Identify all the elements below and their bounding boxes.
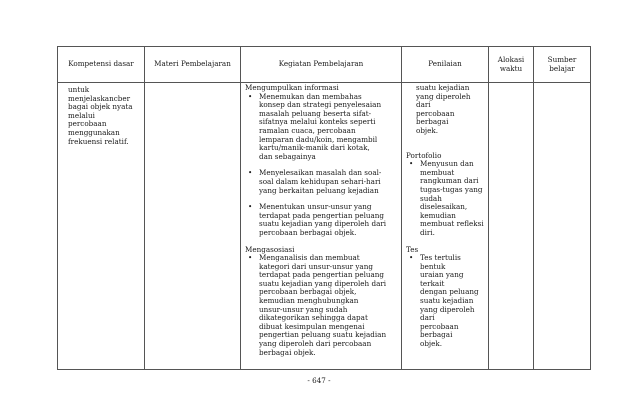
portofolio-list xyxy=(406,160,484,237)
list-item: • Tes tertulis bentuk uraian yang terkait dengan peluang suatu kejadian yang diperoleh dari percobaan berbagai objek. xyxy=(409,253,479,349)
header-sumber-belajar: Sumber belajar xyxy=(534,47,591,83)
cell-penilaian xyxy=(402,83,489,370)
penilaian-intro: suatu kejadian yang diperoleh dari percobaan berbagai objek. xyxy=(416,83,471,135)
cell-kegiatan xyxy=(241,83,402,370)
page-number: - 647 - xyxy=(307,376,331,385)
bullet-icon: • xyxy=(248,253,253,263)
section-mengumpulkan-title: Mengumpulkan informasi xyxy=(245,83,339,92)
header-penilaian: Penilaian xyxy=(402,47,489,83)
kompetensi-text: untuk menjelaskancber bagai objek nyata melalui percobaan menggunakan frekuensi relatif. xyxy=(68,85,133,146)
section-mengasosiasi-title: Mengasosiasi xyxy=(245,244,295,254)
cell-materi xyxy=(145,83,241,370)
cell-alokasi xyxy=(489,83,534,370)
header-kegiatan-pembelajaran: Kegiatan Pembelajaran xyxy=(241,47,402,83)
list-item: • Menentukan unsur-unsur yang terdapat pada pengertian peluang suatu kejadian yang diperoleh dari percobaan berbagai objek. xyxy=(248,202,387,237)
cell-kompetensi xyxy=(58,83,145,370)
tes-list xyxy=(406,254,484,349)
header-materi-pembelajaran: Materi Pembelajaran xyxy=(145,47,241,83)
learning-plan-table xyxy=(57,46,591,370)
bullet-icon: • xyxy=(409,253,414,263)
tes-title: Tes xyxy=(406,244,419,254)
list-item: • Menyelesaikan masalah dan soal- soal dalam kehidupan sehari-hari yang berkaitan peluang kejadian xyxy=(248,168,382,195)
bullet-icon: • xyxy=(248,202,253,212)
list-item: • Menganalisis dan membuat kategori dari unsur-unsur yang terdapat pada pengertian peluang suatu kejadian yang diperoleh dari percobaan berbagai objek, kemudian menghubungkan unsur-unsur yang sudah dikategorikan sehingga dapat dibuat kesimpulan mengenai pengertian peluang suatu kejadian yang diperoleh dari percobaan berbagai objek. xyxy=(248,253,387,357)
portofolio-title: Portofolio xyxy=(406,150,442,160)
list-item: • Menyusun dan membuat rangkuman dari tugas-tugas yang sudah diselesaikan, kemudian membuat refleksi diri. xyxy=(409,159,484,237)
table-row xyxy=(58,83,591,370)
mengumpulkan-list xyxy=(245,93,397,238)
cell-sumber xyxy=(534,83,591,370)
mengasosiasi-list xyxy=(245,254,397,357)
list-item: • Menemukan dan membahas konsep dan strategi penyelesaian masalah peluang beserta sifat- sifatnya melalui konteks seperti ramalan cuaca, percobaan lemparan dadu/koin, mengambil kartu/manik-manik dari kotak, dan sebagainya xyxy=(248,91,382,161)
table-header-row xyxy=(58,47,591,83)
bullet-icon: • xyxy=(409,159,414,169)
header-kompetensi-dasar: Kompetensi dasar xyxy=(58,47,145,83)
header-alokasi-waktu: Alokasi waktu xyxy=(489,47,534,83)
bullet-icon: • xyxy=(248,168,253,178)
bullet-icon: • xyxy=(248,91,253,101)
